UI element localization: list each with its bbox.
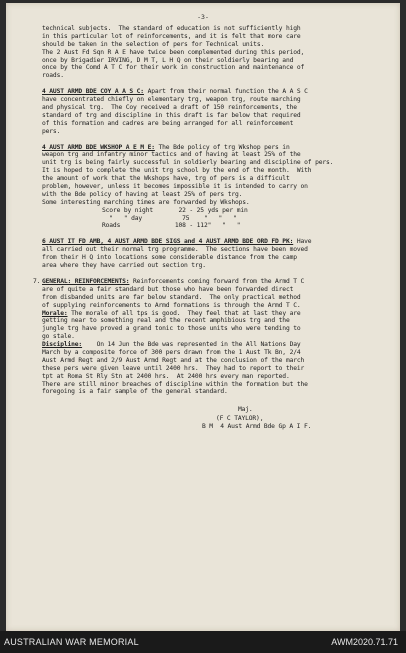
text-line: March by a composite force of 300 pers drawn from the 1 Aust Tk Bn, 2/4	[42, 348, 301, 356]
text-line: Some interesting marching times are forwarded by Wkshops.	[42, 198, 250, 206]
text-line: problem, however, unless it becomes impossible it is intended to carry on	[42, 183, 308, 191]
signature-name: (F C TAYLOR),	[216, 414, 264, 422]
paragraph-sigs	[42, 238, 392, 270]
heading-general-reinforcements: GENERAL: REINFORCEMENTS:	[42, 277, 130, 285]
text-line: getting near to something real and the recent amphibious trg and the	[42, 317, 290, 325]
text-line: jungle trg have proved a grand tonic to those units who were tending to	[42, 325, 301, 333]
text-line: once by Brigadier IRVING, D M T, L H Q on their soldierly bearing and	[42, 56, 294, 64]
text-line: the amount of work that the Wkshops have, trg of pers is a difficult	[42, 175, 290, 183]
heading-discipline: Discipline:	[42, 341, 83, 349]
text-line: Aust Armd Regt and 2/9 Aust Armd Regt and at the conclusion of the march	[42, 356, 305, 364]
general-first-line: Reinforcements coming forward from the Armd T C	[129, 277, 305, 285]
text-line: weapon trg and infantry minor tactics and of having at least 25% of the	[42, 151, 301, 159]
item-number: 7.	[33, 277, 41, 285]
morale-first-line: The morale of all tps is good. They feel that at last they are	[67, 309, 301, 317]
text-line: roads.	[42, 72, 64, 80]
text-line: Roads 108 - 112" " "	[102, 222, 241, 230]
text-line: are of quite a fair standard but those who have been forwarded direct	[42, 285, 294, 293]
sigs-first-line: Have	[293, 238, 312, 246]
discipline-first-line: On 14 Jun the Bde was represented in the All Nations Day	[82, 341, 301, 349]
paragraph-asc	[42, 88, 392, 135]
heading-sigs: 6 AUST IT FD AMB, 4 AUST ARMD BDE SIGS and 4 AUST ARMD BDE ORD FD PK:	[42, 238, 294, 246]
text-line: from disbanded units are far below standard. The only practical method	[42, 293, 301, 301]
text-line: There are still minor breaches of discipline within the formation but the	[42, 380, 308, 388]
text-line: foregoing is a fair sample of the general standard.	[42, 388, 228, 396]
signature-appointment: B M 4 Aust Armd Bde Gp A I F.	[202, 423, 312, 431]
text-line: should be taken in the selection of pers for Technical units.	[42, 40, 265, 48]
text-line: area where they have carried out section trg.	[42, 262, 206, 270]
text-line: in this particular lot of reinforcements, and it is felt that more care	[42, 32, 301, 40]
document-page	[6, 3, 400, 631]
text-line: and physical trg. The Coy received a draft of 150 reinforcements, the	[42, 104, 297, 112]
text-line: pers.	[42, 127, 61, 135]
text-line: unit trg is being fairly successful in soldierly bearing and discipline of pers.	[42, 159, 334, 167]
text-line: once by the Comd A T C for their work in construction and maintenance of	[42, 64, 305, 72]
text-line: from their H Q into locations some considerable distance from the camp	[42, 254, 297, 262]
paragraph-item-7	[33, 277, 392, 396]
text-line: with the Bde policy of having at least 25% of pers trg.	[42, 190, 243, 198]
page-number: -3-	[197, 13, 209, 21]
text-line: tpt at Roma St Rly Stn at 2400 hrs. At 2400 hrs every man reported.	[42, 372, 290, 380]
paragraph-intro	[42, 25, 392, 80]
text-line: technical subjects. The standard of education is not sufficiently high	[42, 25, 301, 32]
text-line: all carried out their normal trg programme. The sections have been moved	[42, 246, 308, 254]
text-line: these pers were given leave until 2400 hrs. They had to report to their	[42, 364, 305, 372]
marching-times-table	[102, 207, 392, 231]
text-line: of this formation and cadres are being arranged for all reinforcement	[42, 119, 294, 127]
text-line: have concentrated chiefly on elementary trg, weapon trg, route marching	[42, 96, 301, 104]
heading-asc: 4 AUST ARMD BDE COY A A S C:	[42, 88, 144, 96]
document-body	[33, 25, 392, 431]
heading-morale: Morale:	[42, 309, 68, 317]
text-line: The 2 Aust Fd Sqn R A E have twice been complemented during this period,	[42, 48, 305, 56]
aeme-first-line: The Bde policy of trg Wkshop pers in	[154, 143, 290, 151]
footer-reference: AWM2020.71.71	[331, 637, 398, 647]
archive-footer	[0, 631, 406, 653]
text-line: " " day 75 " " "	[102, 214, 237, 222]
text-line: Score by night 22 - 25 yds per min	[102, 206, 248, 214]
text-line: of supplying reinforcements to Armd formations is through the Armd T C.	[42, 301, 301, 309]
text-line: go stale.	[42, 333, 75, 341]
signature-block	[42, 406, 392, 431]
text-line: It is hoped to complete the unit trg school by the end of the month. With	[42, 167, 312, 175]
paragraph-aeme	[42, 144, 392, 231]
text-line: standard of trg and discipline in this draft is far below that required	[42, 111, 301, 119]
footer-institution: AUSTRALIAN WAR MEMORIAL	[4, 637, 139, 647]
heading-aeme: 4 AUST ARMD BDE WKSHOP A E M E:	[42, 143, 155, 151]
asc-first-line: Apart from their normal function the A A S C	[143, 88, 308, 96]
signature-rank: Maj.	[238, 406, 253, 414]
